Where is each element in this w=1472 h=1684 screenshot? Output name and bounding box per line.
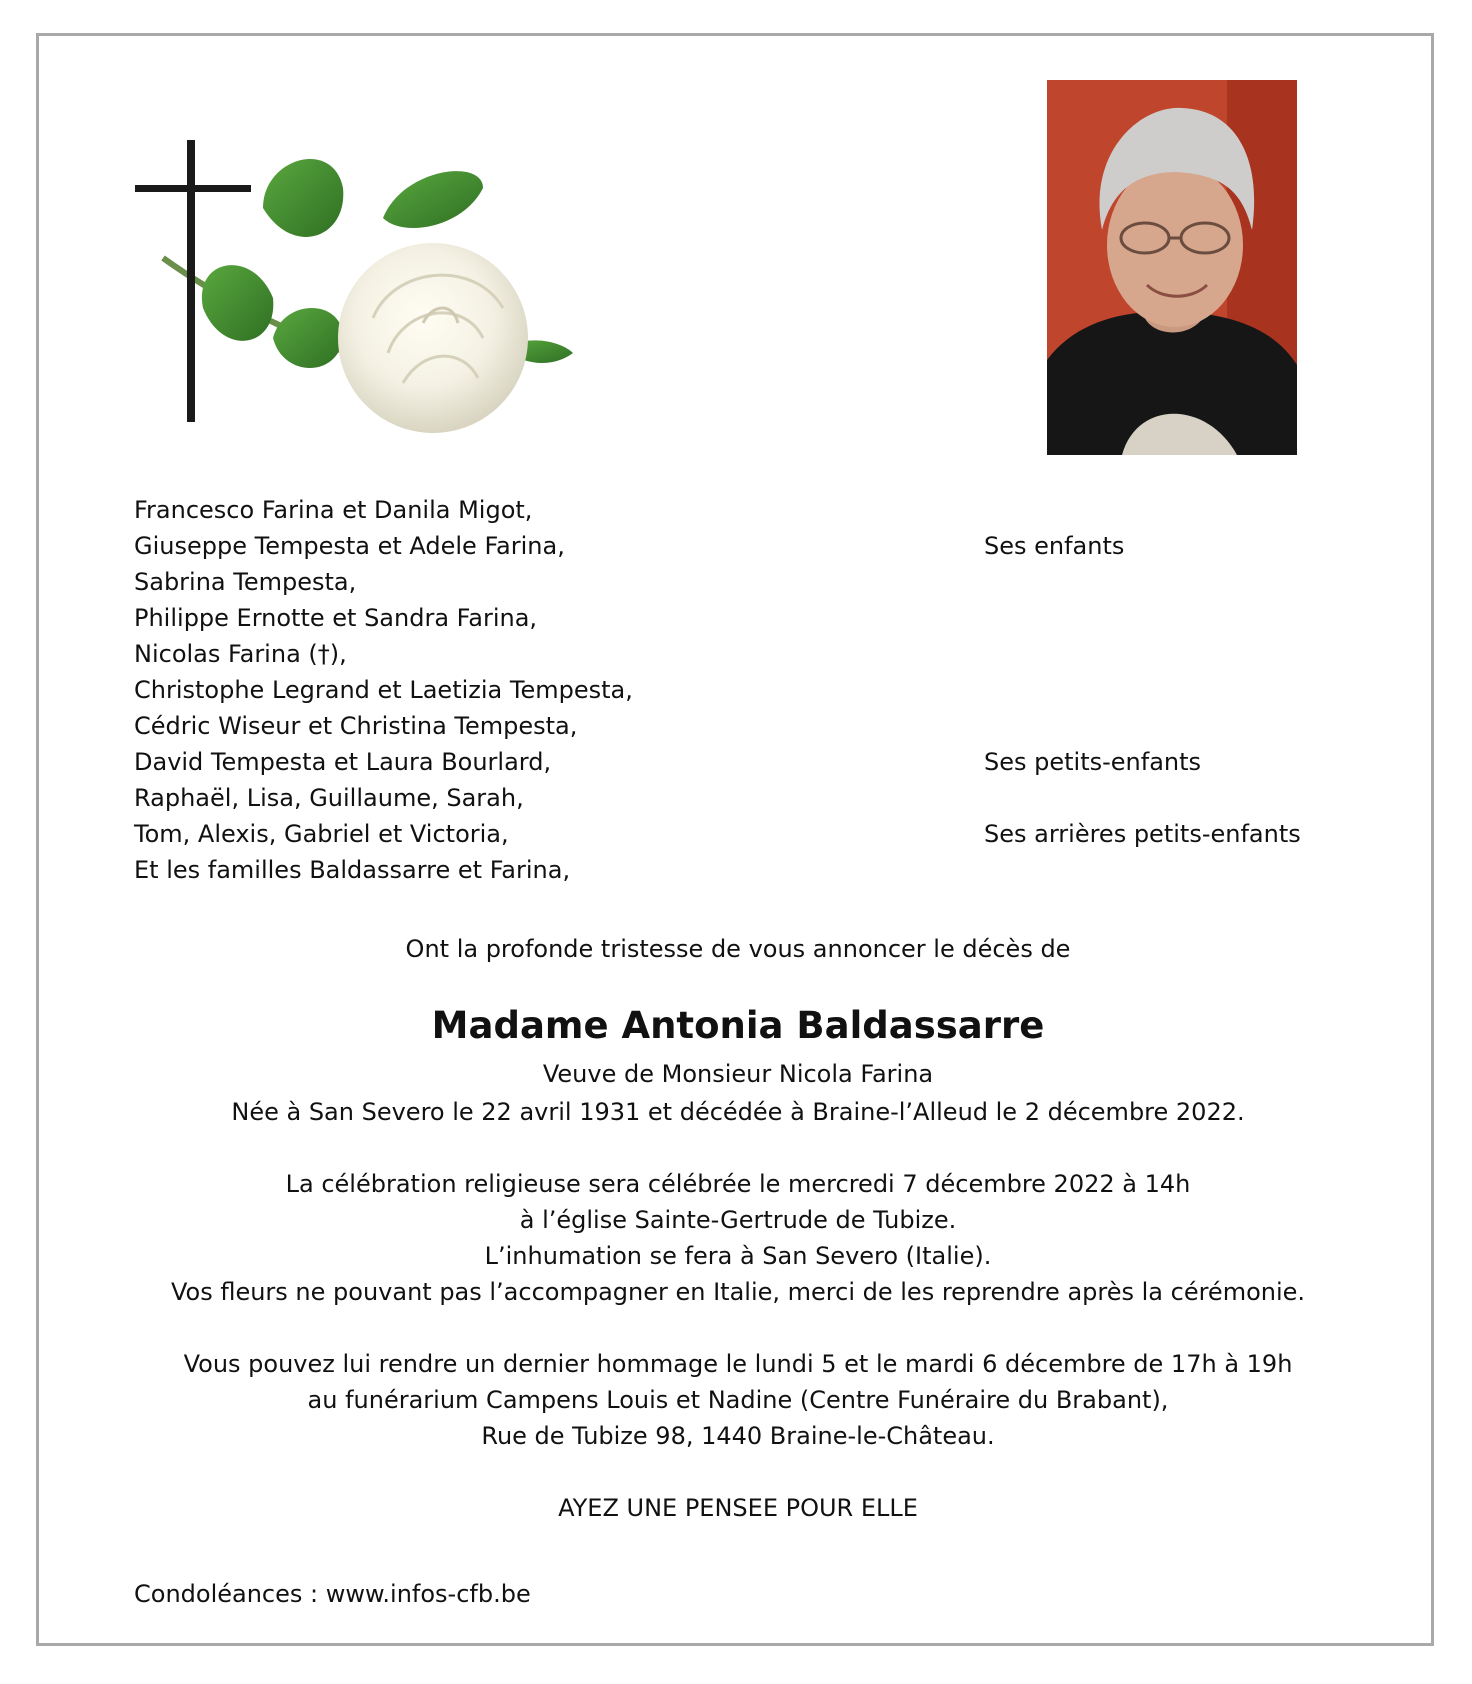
family-names: David Tempesta et Laura Bourlard, (134, 748, 552, 776)
visitation-line: Vous pouvez lui rendre un dernier hommage le lundi 5 et le mardi 6 décembre de 17h à 19h (183, 1350, 1293, 1378)
ceremony-line: Vos fleurs ne pouvant pas l’accompagner en Italie, merci de les reprendre après la cérémonie. (170, 1278, 1306, 1306)
ceremony-line: L’inhumation se fera à San Severo (Italie). (484, 1242, 992, 1270)
family-row (134, 852, 1374, 888)
condolences-text: Condoléances : www.infos-cfb.be (134, 1580, 531, 1608)
family-row (134, 708, 1374, 744)
family-names: Nicolas Farina (†), (134, 640, 347, 668)
ceremony-line: La célébration religieuse sera célébrée le mercredi 7 décembre 2022 à 14h (285, 1170, 1191, 1198)
family-row (134, 564, 1374, 600)
ceremony-line: à l’église Sainte-Gertrude de Tubize. (519, 1206, 957, 1234)
family-row (134, 492, 1374, 528)
family-row (134, 528, 1374, 564)
obituary-card (36, 33, 1434, 1646)
family-names: Tom, Alexis, Gabriel et Victoria, (134, 820, 509, 848)
family-names: Philippe Ernotte et Sandra Farina, (134, 604, 538, 632)
family-row (134, 600, 1374, 636)
family-row (134, 636, 1374, 672)
family-names: Raphaël, Lisa, Guillaume, Sarah, (134, 784, 524, 812)
family-names: Christophe Legrand et Laetizia Tempesta, (134, 676, 633, 704)
family-names: Cédric Wiseur et Christina Tempesta, (134, 712, 578, 740)
family-row (134, 744, 1374, 780)
widow-of-text: Veuve de Monsieur Nicola Farina (542, 1060, 934, 1088)
family-list (134, 492, 1374, 888)
cross-and-rose-icon (103, 108, 613, 468)
family-relation: Ses enfants (984, 532, 1125, 560)
family-names: Sabrina Tempesta, (134, 568, 357, 596)
family-row (134, 672, 1374, 708)
family-names: Giuseppe Tempesta et Adele Farina, (134, 532, 565, 560)
birth-death-text: Née à San Severo le 22 avril 1931 et décédée à Braine-l’Alleud le 2 décembre 2022. (231, 1098, 1245, 1126)
family-names: Et les familles Baldassarre et Farina, (134, 856, 571, 884)
family-relation: Ses arrières petits-enfants (984, 820, 1301, 848)
portrait-photo (1047, 80, 1297, 455)
closing-text: AYEZ UNE PENSEE POUR ELLE (558, 1494, 918, 1522)
family-row (134, 780, 1374, 816)
visitation-line: Rue de Tubize 98, 1440 Braine-le-Château. (481, 1422, 995, 1450)
family-relation: Ses petits-enfants (984, 748, 1202, 776)
family-row (134, 816, 1374, 852)
announcement-text: Ont la profonde tristesse de vous annoncer le décès de (405, 935, 1071, 963)
deceased-name: Madame Antonia Baldassarre (431, 1004, 1045, 1047)
visitation-line: au funérarium Campens Louis et Nadine (Centre Funéraire du Brabant), (307, 1386, 1169, 1414)
family-names: Francesco Farina et Danila Migot, (134, 496, 533, 524)
